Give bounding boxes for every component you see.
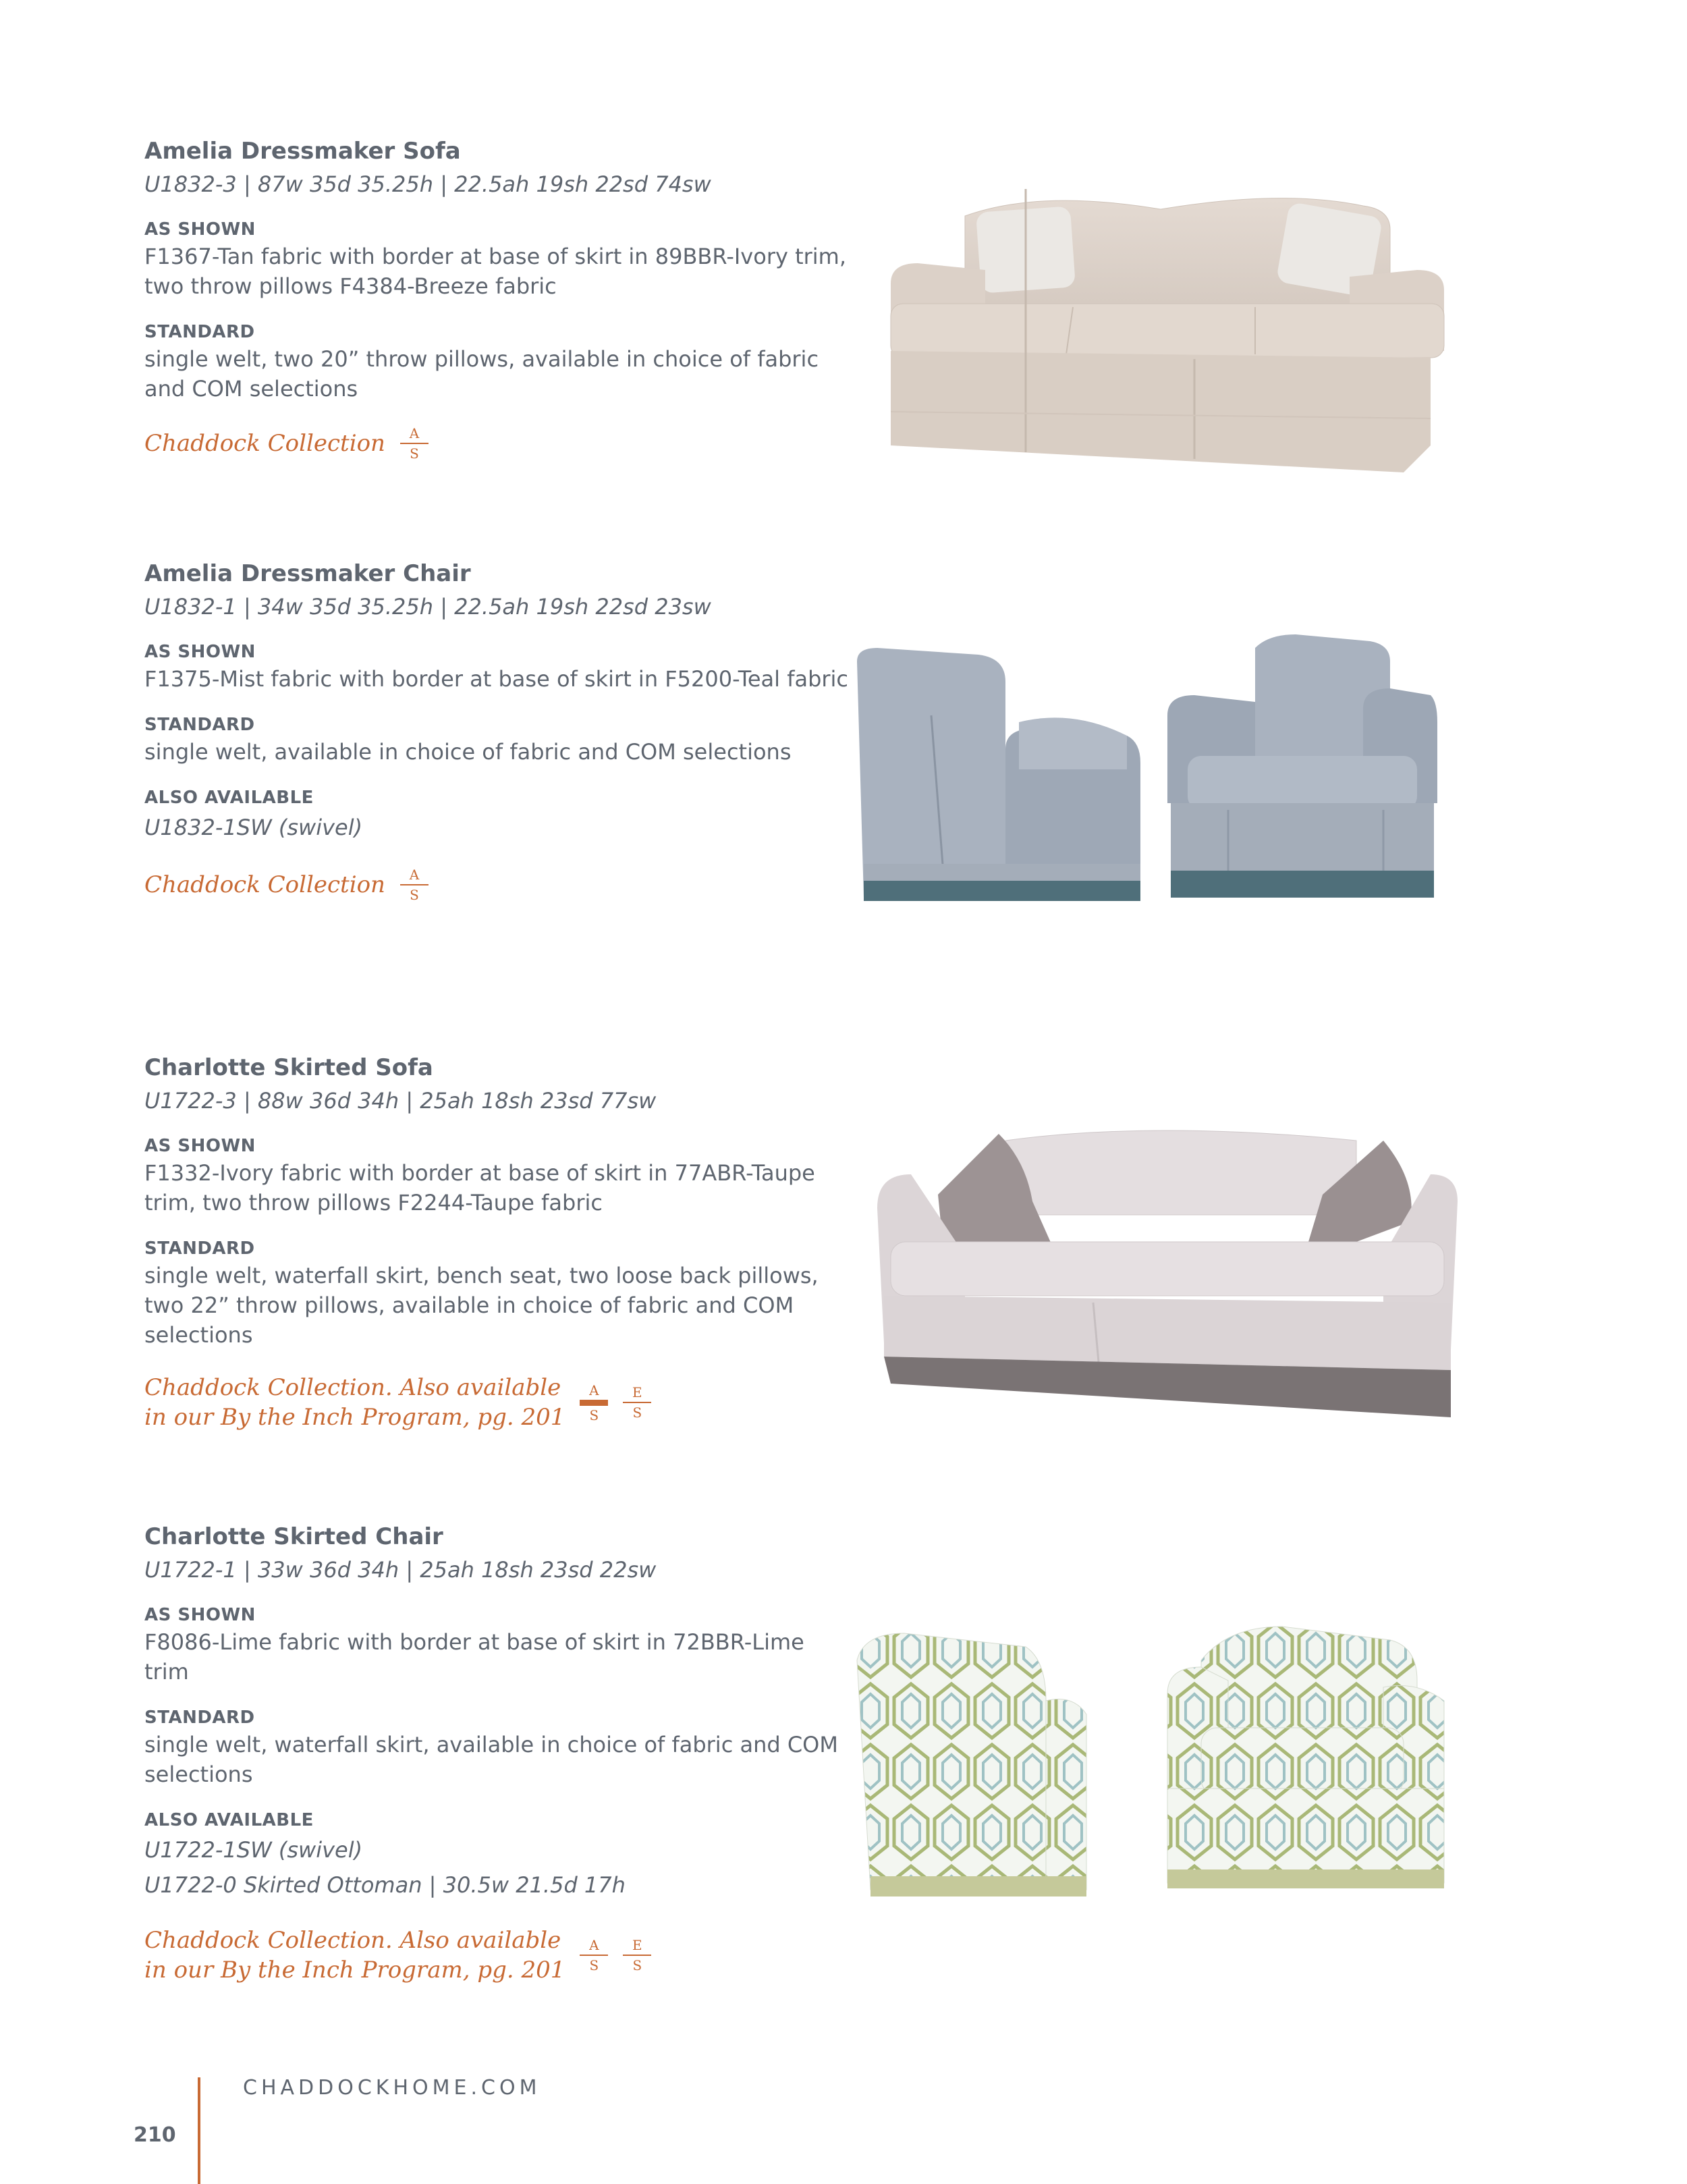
standard-text: single welt, waterfall skirt, available in choice of fabric and COM selections	[144, 1732, 838, 1787]
mark-top: E	[632, 1937, 642, 1953]
as-shown-label: AS SHOWN	[144, 219, 256, 240]
page-number: 210	[134, 2123, 176, 2147]
program-mark-icon	[580, 1384, 608, 1422]
product-charlotte-chair	[144, 1522, 853, 1985]
footer-divider	[198, 2077, 200, 2184]
site-url[interactable]: CHADDOCKHOME.COM	[243, 2076, 541, 2100]
collection-note: Chaddock Collection. Also available in our By the Inch Program, pg. 201	[144, 1927, 565, 1984]
as-shown-label: AS SHOWN	[144, 1136, 256, 1156]
also-available-item: U1722-0 Skirted Ottoman | 30.5w 21.5d 17h	[144, 1872, 626, 1898]
standard-text: single welt, available in choice of fabric and COM selections	[144, 739, 792, 765]
mark-top: A	[409, 425, 420, 441]
as-shown-text: F1367-Tan fabric with border at base of skirt in 89BBR-Ivory trim, two throw pillows F4384-Breeze fabric	[144, 244, 847, 299]
mark-top: A	[409, 867, 420, 883]
program-mark-icon	[623, 1386, 651, 1419]
skirted-sofa-image	[870, 1120, 1464, 1424]
also-available-label: ALSO AVAILABLE	[144, 1810, 314, 1830]
collection-note-row	[144, 1926, 853, 1985]
as-shown-text: F1375-Mist fabric with border at base of skirt in F5200-Teal fabric	[144, 666, 849, 692]
product-amelia-sofa	[144, 136, 853, 460]
mark-bottom: S	[632, 1404, 642, 1421]
product-title: Amelia Dressmaker Chair	[144, 560, 471, 587]
mark-bottom: S	[589, 1407, 599, 1423]
as-shown-text: F1332-Ivory fabric with border at base of skirt in 77ABR-Taupe trim, two throw pillows F2244-Taupe fabric	[144, 1160, 815, 1216]
as-shown-text: F8086-Lime fabric with border at base of skirt in 72BBR-Lime trim	[144, 1629, 804, 1685]
mark-top: A	[589, 1382, 599, 1398]
product-dimensions: U1722-3 | 88w 36d 34h | 25ah 18sh 23sd 77sw	[144, 1088, 657, 1114]
product-charlotte-sofa	[144, 1053, 853, 1432]
also-available-label: ALSO AVAILABLE	[144, 788, 314, 808]
standard-text: single welt, waterfall skirt, bench seat, two loose back pillows, two 22” throw pillows, available in choice of fabric and COM selections	[144, 1263, 819, 1348]
also-available-item: U1722-1SW (swivel)	[144, 1837, 363, 1863]
as-shown-label: AS SHOWN	[144, 642, 256, 662]
program-mark-icon	[623, 1938, 651, 1972]
as-shown-label: AS SHOWN	[144, 1605, 256, 1625]
collection-note-row	[144, 427, 853, 460]
standard-label: STANDARD	[144, 1238, 255, 1259]
collection-note: Chaddock Collection	[144, 871, 385, 898]
collection-note-row	[144, 1373, 853, 1432]
product-dimensions: U1722-1 | 33w 36d 34h | 25ah 18sh 23sd 22sw	[144, 1557, 657, 1583]
product-title: Amelia Dressmaker Sofa	[144, 138, 461, 165]
collection-note: Chaddock Collection. Also available in our By the Inch Program, pg. 201	[144, 1374, 565, 1431]
product-amelia-chair	[144, 559, 853, 902]
mark-top: E	[632, 1384, 642, 1400]
chair-pair-image	[850, 634, 1458, 918]
product-dimensions: U1832-1 | 34w 35d 35.25h | 22.5ah 19sh 22sd 23sw	[144, 594, 711, 620]
collection-note-row	[144, 868, 853, 902]
standard-text: single welt, two 20” throw pillows, available in choice of fabric and COM selections	[144, 346, 819, 402]
mark-bottom: S	[410, 887, 419, 903]
sofa-image	[877, 189, 1458, 472]
mark-bottom: S	[589, 1957, 599, 1973]
product-title: Charlotte Skirted Sofa	[144, 1054, 433, 1081]
also-available-item: U1832-1SW (swivel)	[144, 815, 363, 840]
program-mark-icon	[400, 427, 428, 460]
mark-bottom: S	[410, 445, 419, 462]
standard-label: STANDARD	[144, 715, 255, 735]
mark-bottom: S	[632, 1957, 642, 1973]
program-mark-icon	[580, 1938, 608, 1972]
standard-label: STANDARD	[144, 1708, 255, 1728]
mark-top: A	[589, 1937, 599, 1953]
product-dimensions: U1832-3 | 87w 35d 35.25h | 22.5ah 19sh 22sd 74sw	[144, 171, 711, 197]
lime-chair-pair-image	[850, 1620, 1458, 1917]
program-mark-icon	[400, 868, 428, 902]
standard-label: STANDARD	[144, 322, 255, 342]
product-title: Charlotte Skirted Chair	[144, 1523, 443, 1550]
collection-note: Chaddock Collection	[144, 430, 385, 457]
